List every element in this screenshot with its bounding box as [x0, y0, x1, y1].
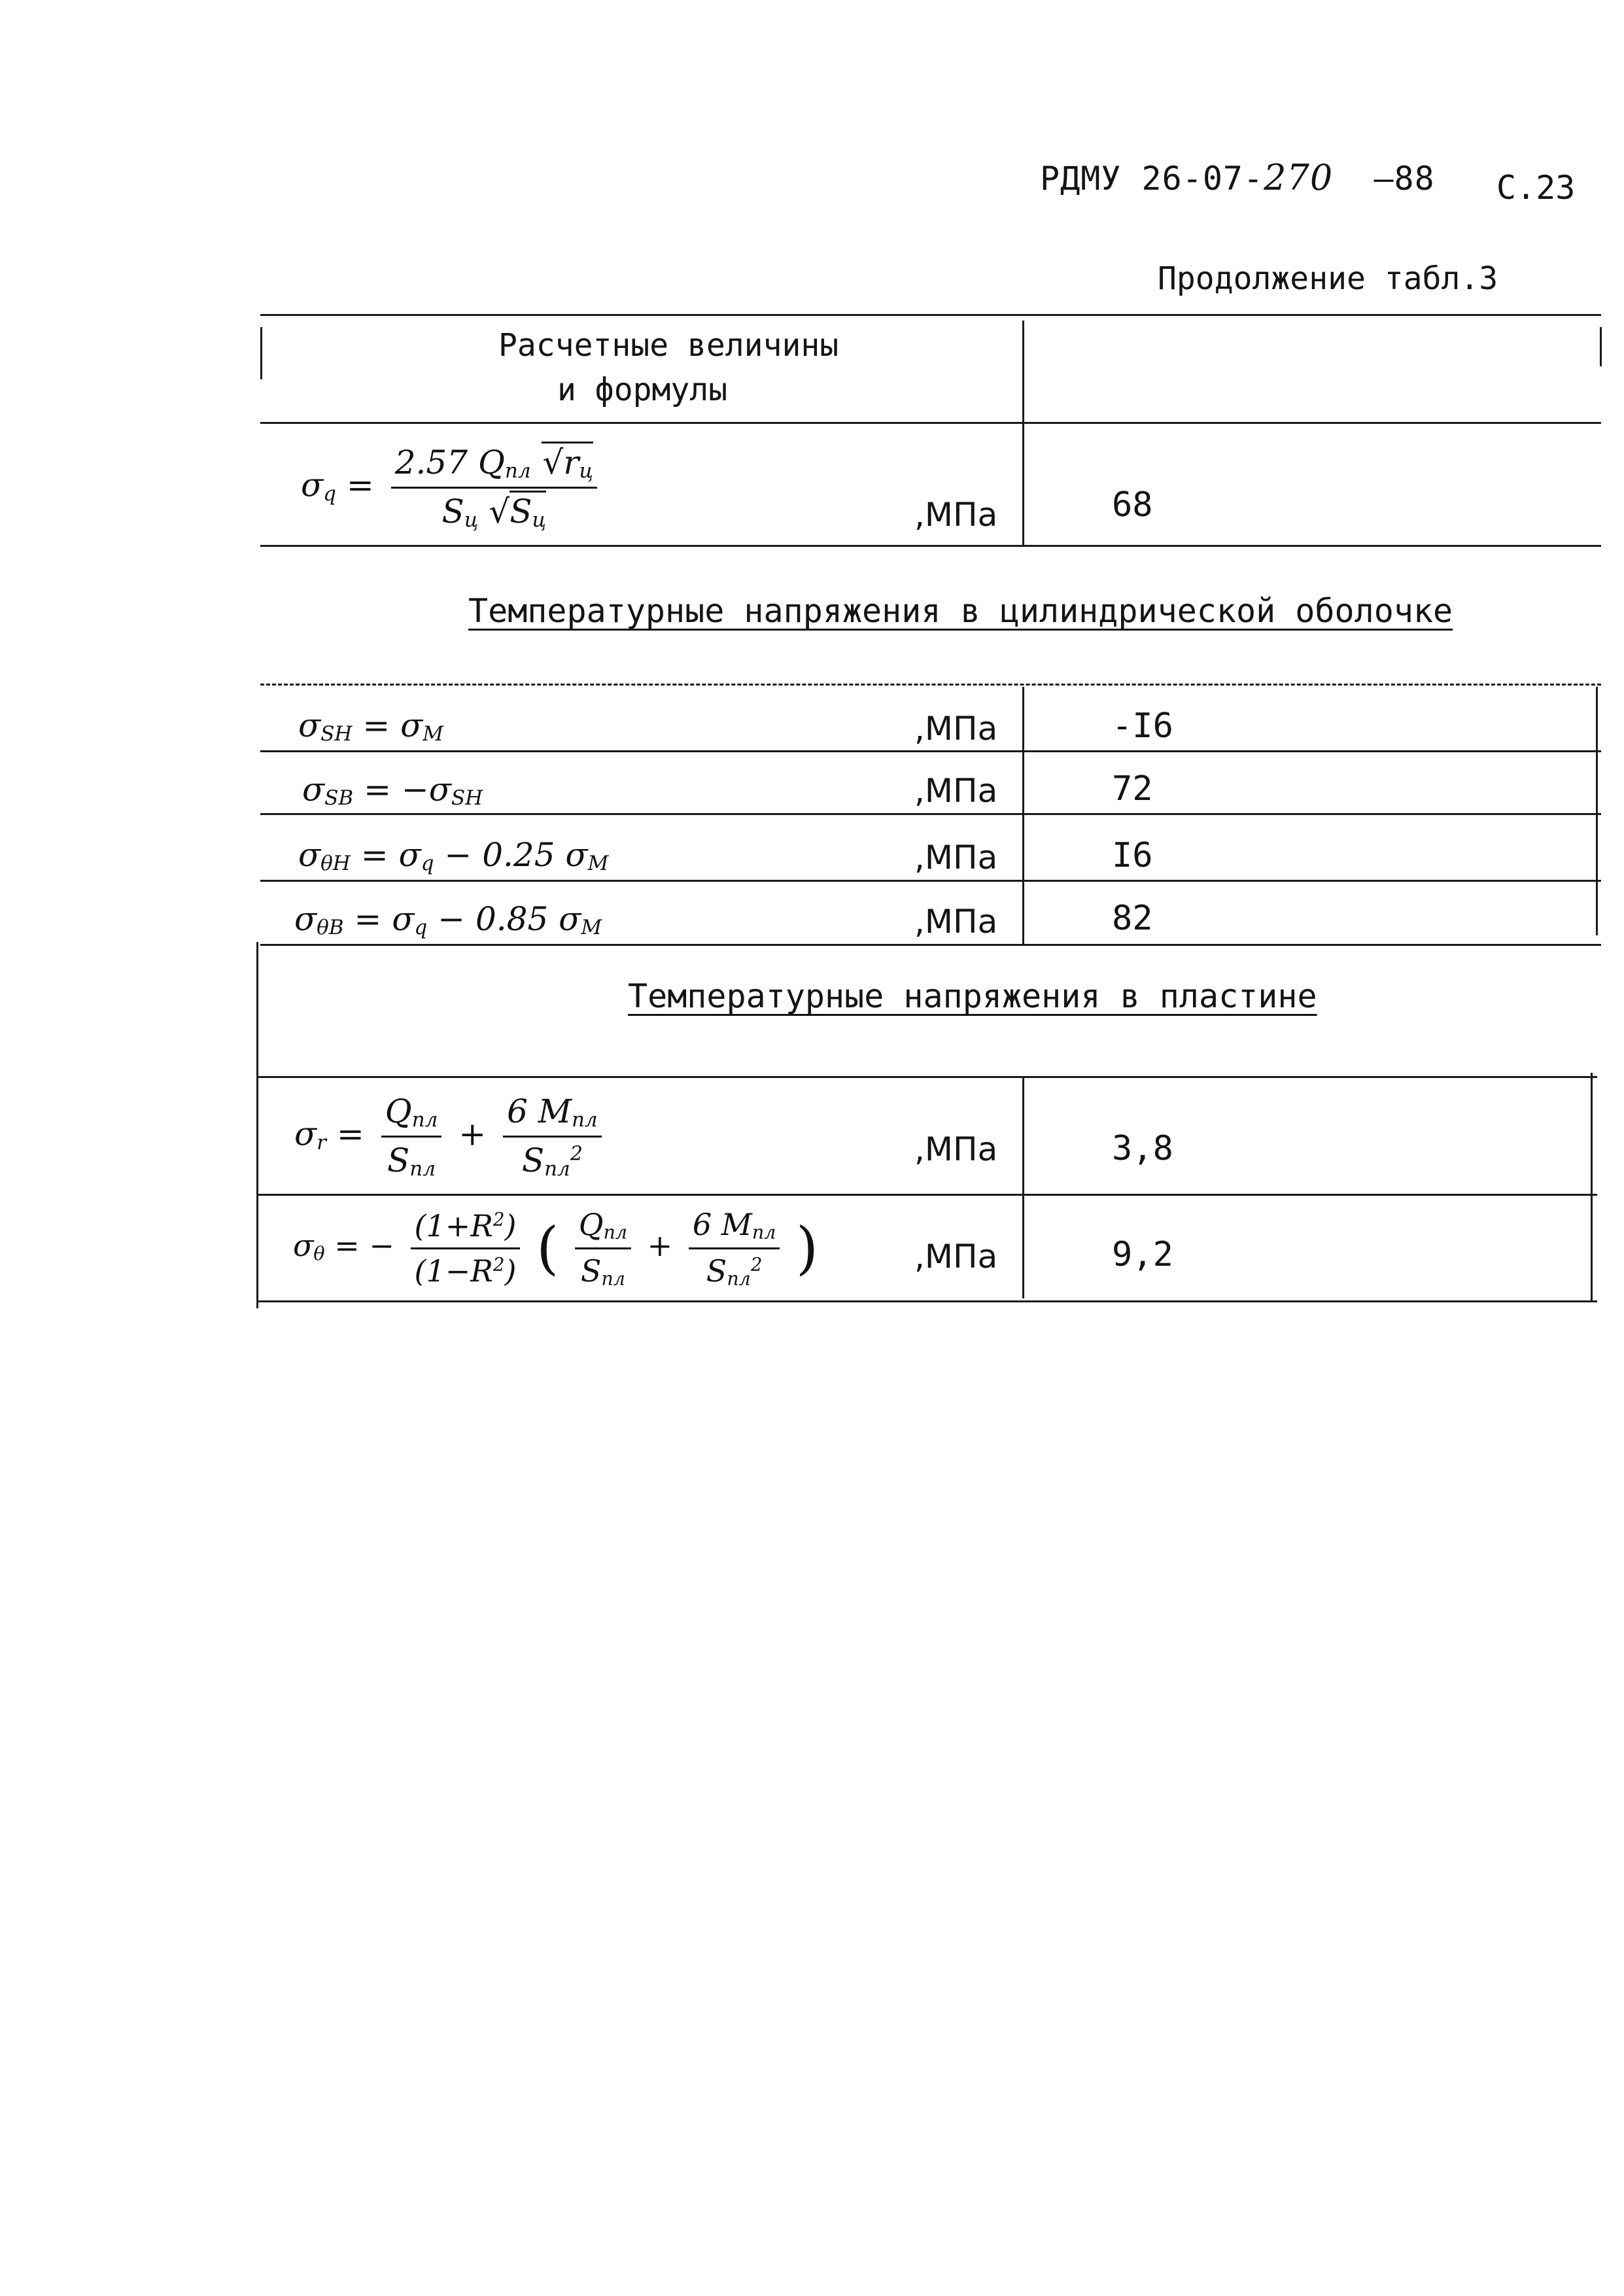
- row-line: [260, 880, 1601, 882]
- unit-label: ,МПа: [914, 710, 998, 748]
- value-cell: I6: [1112, 836, 1153, 875]
- column-header-line1: Расчетные величины: [498, 327, 839, 364]
- unit-label: ,МПа: [914, 903, 998, 941]
- column-header-line2: и формулы: [557, 372, 728, 408]
- row-line: [260, 750, 1601, 752]
- value-cell: 82: [1112, 899, 1153, 938]
- table-right-border-lower: [1591, 1073, 1593, 1302]
- row-line: [260, 545, 1601, 547]
- value-cell: -I6: [1112, 706, 1173, 746]
- continuation-label: Продолжение табл.3: [1158, 260, 1498, 297]
- header-row-line: [260, 422, 1601, 424]
- section-title-cylinder: Температурные напряжения в цилиндрической оболочке: [468, 592, 1453, 630]
- unit-label: ,МПа: [914, 1130, 998, 1168]
- doc-code-suffix: –88: [1373, 160, 1435, 198]
- value-cell: 72: [1112, 769, 1153, 809]
- formula-sigma-theta: $\sigma_\theta$ = − $\frac{(1+R^2)}{(1-R^2)}$ ( $\frac{Q_{пл}}{S_{пл}}$ + $\frac{6 M_{пл}}{S_{пл}^2}$ ): [293, 1207, 819, 1290]
- unit-label: ,МПа: [914, 1238, 998, 1276]
- value-cell: 9,2: [1112, 1235, 1173, 1274]
- value-cell: 3,8: [1112, 1129, 1173, 1168]
- table-bottom-border: [256, 1300, 1597, 1302]
- row-line: [260, 944, 1601, 946]
- value-cell: 68: [1112, 485, 1153, 525]
- row-line: [260, 813, 1601, 815]
- formula-sigma-sh: $\sigma_{SH} = \sigma_M$: [298, 706, 443, 746]
- table-left-border-lower: [256, 942, 258, 1308]
- row-line: [256, 1194, 1597, 1196]
- table-left-border: [260, 327, 262, 379]
- formula-sigma-r: $\sigma_r$ = $\frac{Q_{пл}}{S_{пл}}$ + $\frac{6 M_{пл}}{S_{пл}^2}$: [294, 1092, 608, 1181]
- column-divider-bottom: [1022, 1076, 1024, 1298]
- row-line: [256, 1076, 1597, 1078]
- row-line-dashed: [260, 684, 1601, 686]
- formula-sigma-theta-b: $\sigma_{\theta B} = \sigma_q - 0.85$ $\sigma_M$: [294, 900, 602, 940]
- section-title-plate: Температурные напряжения в пластине: [628, 977, 1317, 1015]
- unit-label: ,МПа: [914, 839, 998, 877]
- page-number: С.23: [1496, 169, 1576, 207]
- unit-label: ,МПа: [914, 496, 998, 534]
- unit-label: ,МПа: [914, 772, 998, 810]
- table-right-border: [1600, 327, 1602, 366]
- column-divider-top: [1022, 321, 1024, 546]
- table-top-border: [260, 314, 1601, 316]
- formula-sigma-q: $\sigma_q$ = $\frac{2.57 Q_{пл} √r_ц}{S_ц √S_ц}$: [301, 444, 604, 532]
- table-right-border-mid: [1596, 687, 1598, 935]
- formula-sigma-theta-h: $\sigma_{\theta H} = \sigma_q - 0.25$ $\sigma_M$: [298, 836, 609, 876]
- doc-code-number: 270: [1264, 157, 1334, 198]
- column-divider-mid: [1022, 687, 1024, 945]
- document-code: [1040, 157, 1435, 198]
- doc-code-prefix: РДМУ 26-07-: [1040, 160, 1264, 198]
- formula-sigma-sb: $\sigma_{SB} = -\sigma_{SH}$: [302, 771, 483, 810]
